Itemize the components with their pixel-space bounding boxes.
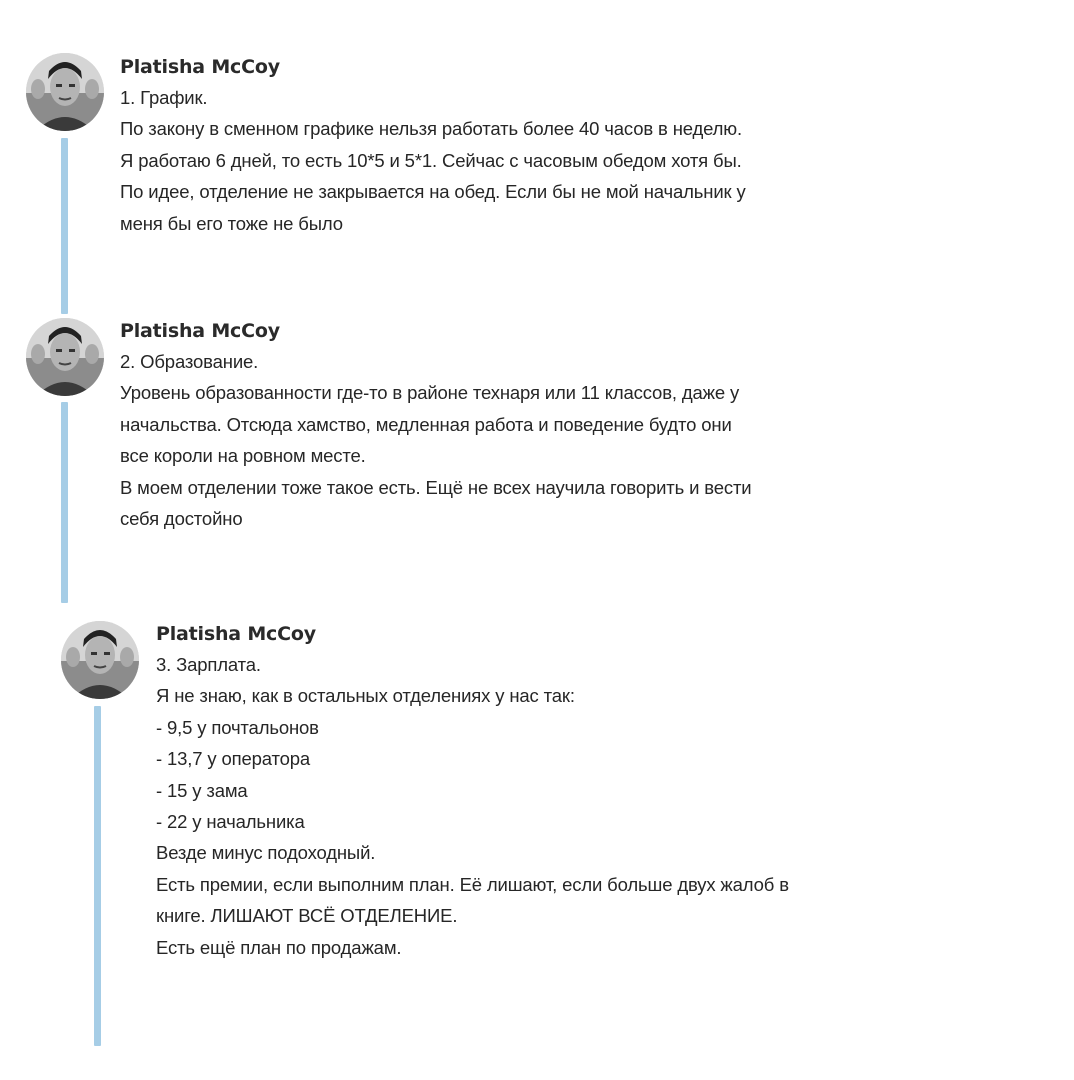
thread-line: [94, 706, 101, 1046]
avatar-image: [26, 318, 104, 396]
avatar-image: [26, 53, 104, 131]
comment-body: [120, 52, 746, 239]
comment-text-line: Есть ещё план по продажам.: [156, 936, 402, 958]
comment-text-line: Я не знаю, как в остальных отделениях у нас так:: [156, 685, 575, 707]
comment-text-line: начальства. Отсюда хамство, медленная работа и поведение будто они: [120, 413, 732, 435]
avatar[interactable]: [26, 53, 104, 131]
comment-text-line: - 13,7 у оператора: [156, 748, 311, 770]
thread-line: [61, 402, 68, 603]
comment-text-line: меня бы его тоже не было: [120, 212, 343, 234]
comment-text-line: Везде минус подоходный.: [156, 842, 376, 864]
comment-body: [120, 316, 751, 534]
comment-text-line: 2. Образование.: [120, 351, 259, 372]
author-name[interactable]: Platisha McCoy: [156, 623, 316, 645]
comment-text-line: По идее, отделение не закрывается на обед. Если бы не мой начальник у: [120, 181, 746, 203]
comment-text-line: В моем отделении тоже такое есть. Ещё не всех научила говорить и вести: [120, 476, 752, 498]
avatar[interactable]: [26, 318, 104, 396]
comment-text-line: - 22 у начальника: [156, 810, 305, 832]
comment-text-line: - 9,5 у почтальонов: [156, 716, 319, 738]
comment-text-line: Есть премии, если выполним план. Её лишают, если больше двух жалоб в: [156, 873, 789, 895]
comment-text-line: себя достойно: [120, 507, 243, 529]
thread-line: [61, 138, 68, 314]
comment-body: [156, 619, 789, 963]
author-name[interactable]: Platisha McCoy: [120, 320, 280, 342]
comment-text-line: все короли на ровном месте.: [120, 445, 366, 467]
comment-text-line: 3. Зарплата.: [156, 654, 261, 675]
comment-text-line: Я работаю 6 дней, то есть 10*5 и 5*1. Сейчас с часовым обедом хотя бы.: [120, 149, 742, 171]
comment-text-line: По закону в сменном графике нельзя работать более 40 часов в неделю.: [120, 118, 743, 140]
comment-text-line: Уровень образованности где-то в районе технаря или 11 классов, даже у: [120, 382, 740, 404]
comment-text-line: - 15 у зама: [156, 779, 248, 801]
comment-text-line: 1. График.: [120, 87, 208, 108]
avatar[interactable]: [61, 621, 139, 699]
author-name[interactable]: Platisha McCoy: [120, 56, 280, 78]
comment-text-line: книге. ЛИШАЮТ ВСЁ ОТДЕЛЕНИЕ.: [156, 905, 458, 927]
avatar-image: [61, 621, 139, 699]
